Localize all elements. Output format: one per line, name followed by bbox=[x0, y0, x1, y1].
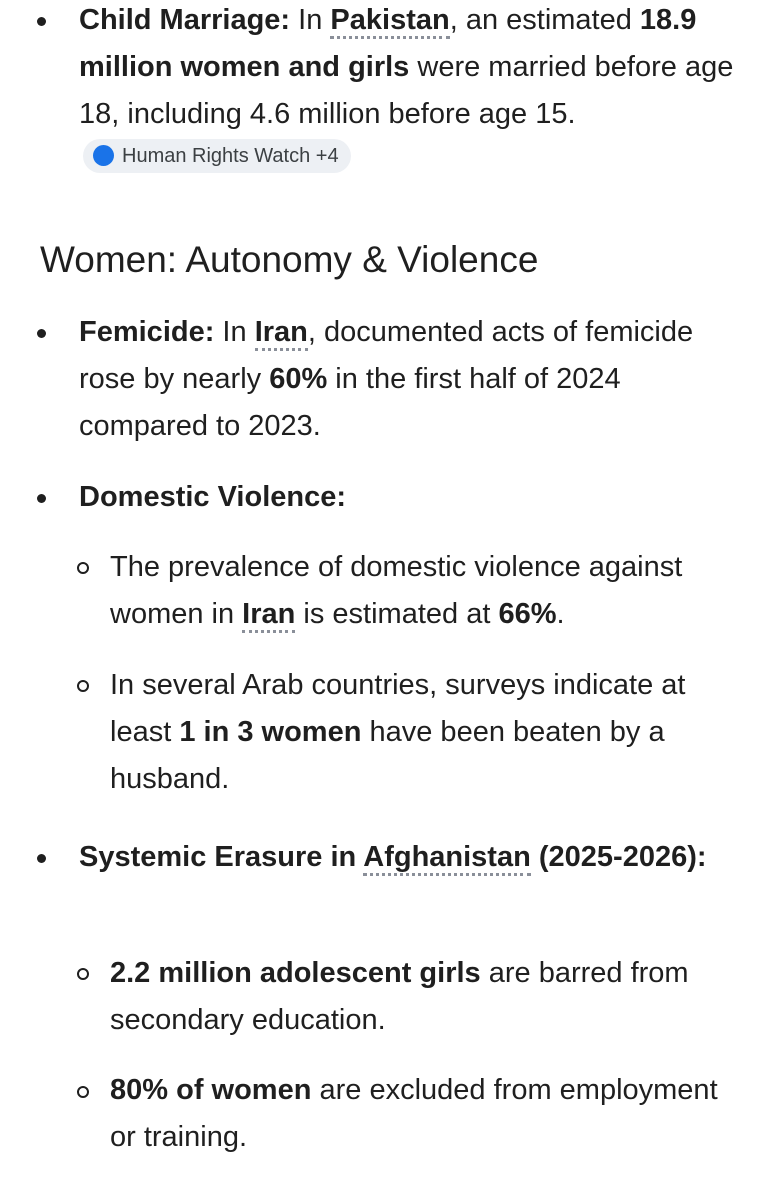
bullet-dot bbox=[37, 494, 46, 503]
bullet-child-marriage bbox=[79, 0, 739, 185]
sub-bullet-ring bbox=[77, 680, 89, 692]
sub-bullet-ring bbox=[77, 1086, 89, 1098]
sub-bullet-ring bbox=[77, 968, 89, 980]
entity-link-iran[interactable]: Iran bbox=[242, 598, 295, 633]
entity-link-pakistan[interactable]: Pakistan bbox=[330, 4, 449, 39]
item-text: In bbox=[290, 4, 331, 36]
entity-link-afghanistan[interactable]: Afghanistan bbox=[363, 841, 531, 876]
source-dot-icon bbox=[93, 145, 114, 166]
item-emphasis: 1 in 3 women bbox=[179, 716, 362, 748]
sub-item-women-employment bbox=[110, 1067, 740, 1161]
bullet-afghanistan bbox=[79, 834, 739, 881]
item-label: Domestic Violence: bbox=[79, 481, 347, 513]
item-text: In several Arab countries, surveys indicate at least bbox=[110, 669, 686, 748]
source-chip-label: Human Rights Watch +4 bbox=[122, 144, 339, 167]
item-label: (2025-2026): bbox=[530, 841, 707, 873]
item-label: Child Marriage: bbox=[79, 4, 291, 36]
item-emphasis: 66% bbox=[498, 598, 557, 630]
item-text: , documented acts of femicide rose by nearly bbox=[79, 316, 694, 395]
bullet-femicide bbox=[79, 309, 739, 450]
item-text: were married before age 18, including 4.6 million before age 15. bbox=[79, 51, 734, 130]
sub-item-iran-domestic bbox=[110, 544, 740, 638]
item-text: have been beaten by a husband. bbox=[110, 716, 665, 795]
item-text: in the first half of 2024 compared to 2023. bbox=[79, 363, 621, 442]
item-text: is estimated at bbox=[295, 598, 499, 630]
item-emphasis: 80% of women bbox=[110, 1074, 312, 1106]
item-text: . bbox=[556, 598, 565, 630]
bullet-domestic-violence bbox=[79, 474, 739, 521]
item-text: The prevalence of domestic violence against women in bbox=[110, 551, 683, 630]
bullet-dot bbox=[37, 17, 46, 26]
item-text: are excluded from employment or training. bbox=[110, 1074, 718, 1153]
item-emphasis: 60% bbox=[269, 363, 328, 395]
sub-item-girls-education bbox=[110, 950, 740, 1044]
section-heading: Women: Autonomy & Violence bbox=[40, 239, 539, 280]
bullet-dot bbox=[37, 854, 46, 863]
item-text: , an estimated bbox=[449, 4, 640, 36]
item-label: Systemic Erasure in bbox=[79, 841, 364, 873]
item-emphasis: 18.9 million women and girls bbox=[79, 4, 697, 83]
item-text: In bbox=[214, 316, 255, 348]
item-emphasis: 2.2 million adolescent girls bbox=[110, 957, 481, 989]
bullet-dot bbox=[37, 329, 46, 338]
sub-item-arab-countries bbox=[110, 662, 740, 803]
item-label: Femicide: bbox=[79, 316, 215, 348]
item-text: are barred from secondary education. bbox=[110, 957, 689, 1036]
entity-link-iran[interactable]: Iran bbox=[255, 316, 308, 351]
source-chip[interactable] bbox=[83, 139, 351, 173]
sub-bullet-ring bbox=[77, 562, 89, 574]
